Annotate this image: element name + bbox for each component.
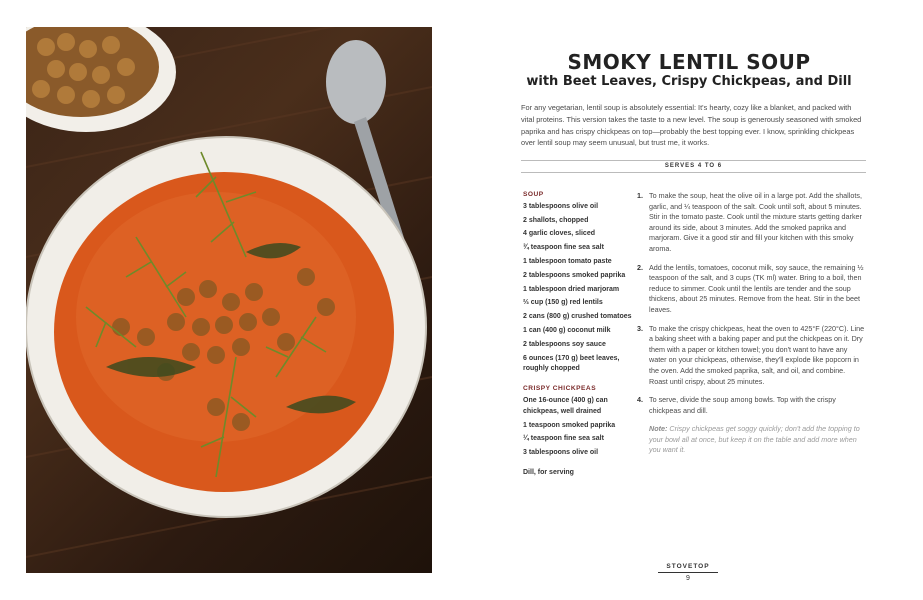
recipe-subtitle: with Beet Leaves, Crispy Chickpeas, and Dill [526,74,852,89]
recipe-note [637,424,865,456]
recipe-intro: For any vegetarian, lentil soup is absolutely essential: It's hearty, cozy like a blanket, and packed with vital proteins. This version takes the taste to a new level. The soup is generously seasoned with smoked paprika and has crispy chickpeas on top—probably the best topping ever. I know, sprinkling chickpeas over lentil soup may seem unusual, but trust me, it works. [521,103,862,148]
ingredient-item: 4 garlic cloves, sliced [523,230,595,238]
ingredient-item: 1 teaspoon smoked paprika [523,421,616,429]
ingredient-item: 1 tablespoon tomato paste [523,257,612,265]
method-steps [637,191,865,456]
footer-rule [658,572,718,573]
step-number: 1. [637,191,643,200]
section-label: STOVETOP [666,563,710,570]
page-number: 9 [686,575,690,582]
divider-top [521,160,866,161]
step-text: To make the crispy chickpeas, heat the oven to 425°F (220°C). Line a baking sheet with a baking paper and put the chickpeas on it. Dry them with a paper or kitchen towel; you don't want to have any water on your chickpeas, otherwise, they'll explode like popcorn in the oven. Add the smoked paprika, salt, and oil, and combine. Roast until crispy, about 25 minutes. [649,323,865,386]
section-footer [658,563,718,573]
note-label: Note: [649,424,668,434]
step-3 [637,324,865,388]
ingredient-item: 3 tablespoons olive oil [523,449,599,457]
serving-note: Dill, for serving [523,468,574,476]
step-4 [637,395,865,416]
ingredient-item: 2 shallots, chopped [523,216,589,224]
recipe-photo [26,27,432,573]
step-text: To make the soup, heat the olive oil in a large pot. Add the shallots, garlic, and ¼ teaspoon of the salt. Cook until soft, about 5 minutes. Stir in the tomato paste. Cook until the mixture starts getting darker around its side, about 3 minutes. Add the smoked paprika and marjoram. Give it a good stir and fill your kitchen with this smoky aroma. [649,191,862,253]
divider-bottom [521,172,866,173]
recipe-title: SMOKY LENTIL SOUP [567,50,811,74]
step-2 [637,263,865,316]
serves-label: SERVES 4 TO 6 [664,163,723,169]
step-text: Add the lentils, tomatoes, coconut milk, soy sauce, the remaining ½ teaspoon of the salt, and 3 cups (TK ml) water. Bring to a boil, then reduce to simmer. Cook until the lentils are tender and the soup thickens, about 25 minutes. Remove from the heat. Stir in the beet leaves. [649,262,864,314]
recipe-page [513,0,865,600]
step-number: 3. [637,323,643,333]
ingredient-item: 1 tablespoon dried marjoram [523,285,620,293]
ingredient-item: ¾ teaspoon fine sea salt [523,244,604,252]
soup-heading: SOUP [523,191,544,198]
ingredient-item: 2 cans (800 g) crushed tomatoes [523,313,632,321]
note-text: Crispy chickpeas get soggy quickly; don't add the topping to your bowl all at once, but keep it on the table and add more when you want it. [649,424,860,455]
step-number: 2. [637,262,643,272]
ingredient-item: 1 can (400 g) coconut milk [523,326,611,334]
ingredient-item: 2 tablespoons smoked paprika [523,271,626,279]
step-text: To serve, divide the soup among bowls. Top with the crispy chickpeas and dill. [649,395,836,415]
ingredient-item: One 16-ounce (400 g) can chickpeas, well drained [523,396,608,415]
ingredients-list [523,190,633,482]
step-1 [637,191,865,255]
ingredient-item: 2 tablespoons soy sauce [523,340,606,348]
soup-bowl-illustration [26,27,432,573]
step-number: 4. [637,395,643,405]
ingredient-item: 3 tablespoons olive oil [523,202,599,210]
chickpeas-heading: CRISPY CHICKPEAS [523,385,597,393]
ingredient-item: ⅔ cup (150 g) red lentils [523,299,603,307]
ingredient-item: ¼ teaspoon fine sea salt [523,435,604,443]
ingredient-item: 6 ounces (170 g) beet leaves, roughly chopped [523,354,620,373]
